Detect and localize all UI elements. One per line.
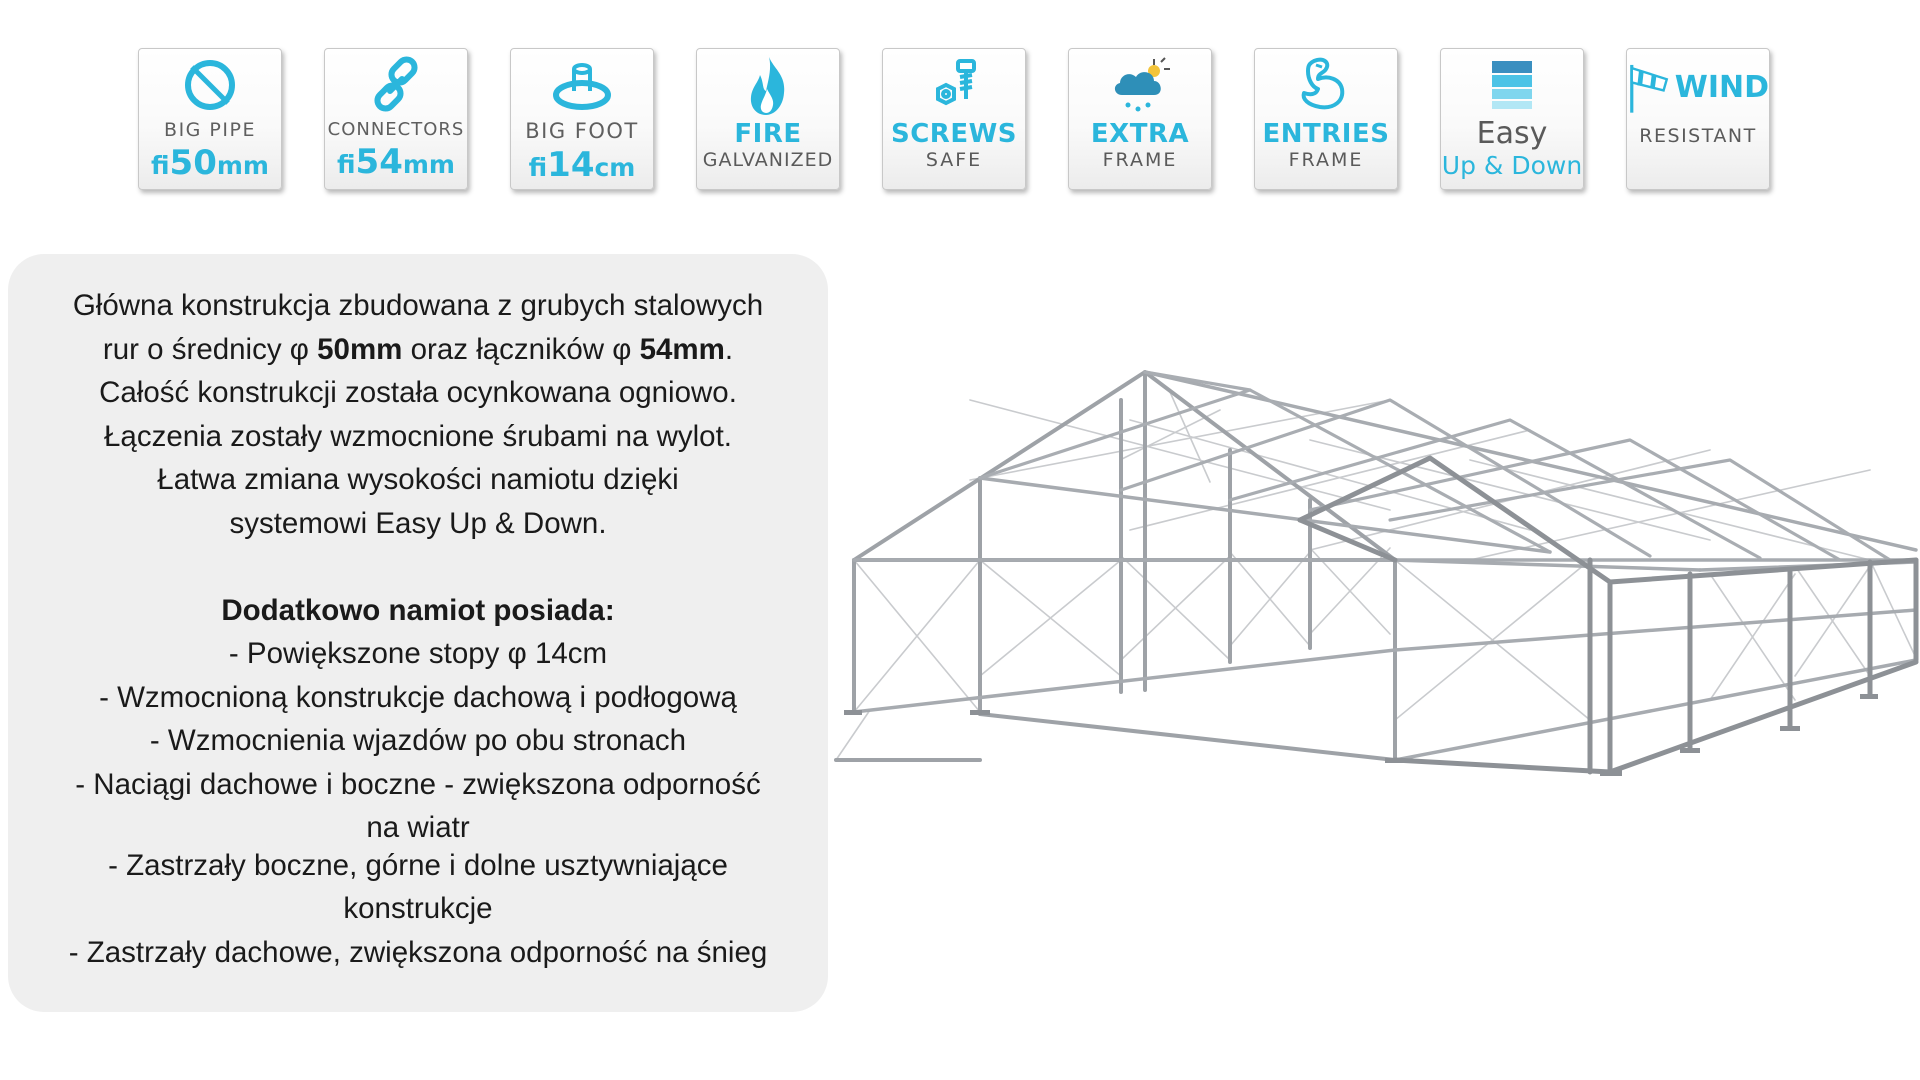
desc-bullet-4b: na wiatr: [366, 811, 470, 844]
chain-link-icon: [364, 55, 428, 117]
desc-line-2: rur o średnicy φ 50mm oraz łączników φ 54mm.: [102, 332, 734, 366]
desc-bullet-5: - Zastrzały boczne, górne i dolne usztywniające: [108, 848, 728, 882]
description-panel: [8, 254, 828, 1012]
desc-line-3: Całość konstrukcji została ocynkowana ogniowo.: [99, 376, 737, 409]
badge-screws: [882, 48, 1026, 190]
badge-wind-row: [1627, 55, 1769, 125]
badge-connectors-value: fi54mm: [337, 142, 455, 182]
badge-big-pipe-value: fi50mm: [151, 143, 269, 183]
badge-connectors: [324, 48, 468, 190]
badge-screws-subtitle: SAFE: [925, 149, 983, 171]
badge-big-foot-label: BIG FOOT: [525, 119, 639, 143]
badge-entries-subtitle: FRAME: [1288, 149, 1364, 171]
tent-frame-illustration: [830, 360, 1920, 860]
badge-wind-subtitle: RESISTANT: [1639, 125, 1757, 147]
flame-icon: [736, 55, 800, 117]
badge-entries: [1254, 48, 1398, 190]
desc-bullet-4: - Naciągi dachowe i boczne - zwiększona odporność: [75, 767, 761, 801]
connector-diameter-value: 54mm: [639, 332, 725, 366]
desc-line-5: Łatwa zmiana wysokości namiotu dzięki: [157, 463, 679, 496]
desc-bullet-6: - Zastrzały dachowe, zwiększona odporność na śnieg: [68, 935, 768, 969]
desc-line-6: systemowi Easy Up & Down.: [229, 506, 607, 540]
weather-cloud-icon: [1108, 55, 1172, 117]
desc-line-1: Główna konstrukcja zbudowana z grubych stalowych: [72, 289, 764, 322]
badge-screws-title: SCREWS: [891, 119, 1017, 149]
badge-big-pipe-label: BIG PIPE: [164, 119, 256, 141]
badge-big-foot-value: fi14cm: [528, 145, 636, 185]
pipe-diameter-value: 50mm: [317, 332, 403, 366]
desc-bullet-2: - Wzmocnioną konstrukcje dachową i podłogową: [99, 680, 737, 714]
pipe-diameter-icon: [178, 55, 242, 117]
desc-heading: Dodatkowo namiot posiada:: [221, 593, 615, 627]
badge-easy-subtitle: Up & Down: [1441, 151, 1583, 180]
windsock-icon: [1627, 55, 1675, 121]
description-text: [28, 284, 808, 974]
desc-line-4: Łączenia zostały wzmocnione śrubami na wylot.: [104, 419, 732, 453]
badge-extra: [1068, 48, 1212, 190]
badge-extra-title: EXTRA: [1090, 119, 1190, 149]
stacked-layers-icon: [1480, 55, 1544, 117]
badge-big-foot: [510, 48, 654, 190]
strong-arm-icon: [1294, 55, 1358, 117]
desc-bullet-5b: konstrukcje: [343, 892, 493, 925]
foot-plate-icon: [550, 55, 614, 117]
badge-fire: [696, 48, 840, 190]
feature-badges: [138, 48, 1770, 190]
badge-wind-title: WIND: [1674, 70, 1769, 105]
badge-fire-subtitle: GALVANIZED: [702, 149, 834, 171]
badge-fire-title: FIRE: [734, 119, 802, 149]
badge-big-pipe: [138, 48, 282, 190]
badge-entries-title: ENTRIES: [1262, 119, 1390, 149]
badge-easy-title: Easy: [1476, 116, 1548, 151]
screw-bolt-icon: [922, 55, 986, 117]
badge-connectors-label: CONNECTORS: [327, 119, 465, 140]
desc-bullet-1: - Powiększone stopy φ 14cm: [228, 637, 608, 670]
desc-bullet-3: - Wzmocnienia wjazdów po obu stronach: [149, 724, 687, 757]
badge-easy: [1440, 48, 1584, 190]
badge-wind: [1626, 48, 1770, 190]
badge-extra-subtitle: FRAME: [1102, 149, 1178, 171]
